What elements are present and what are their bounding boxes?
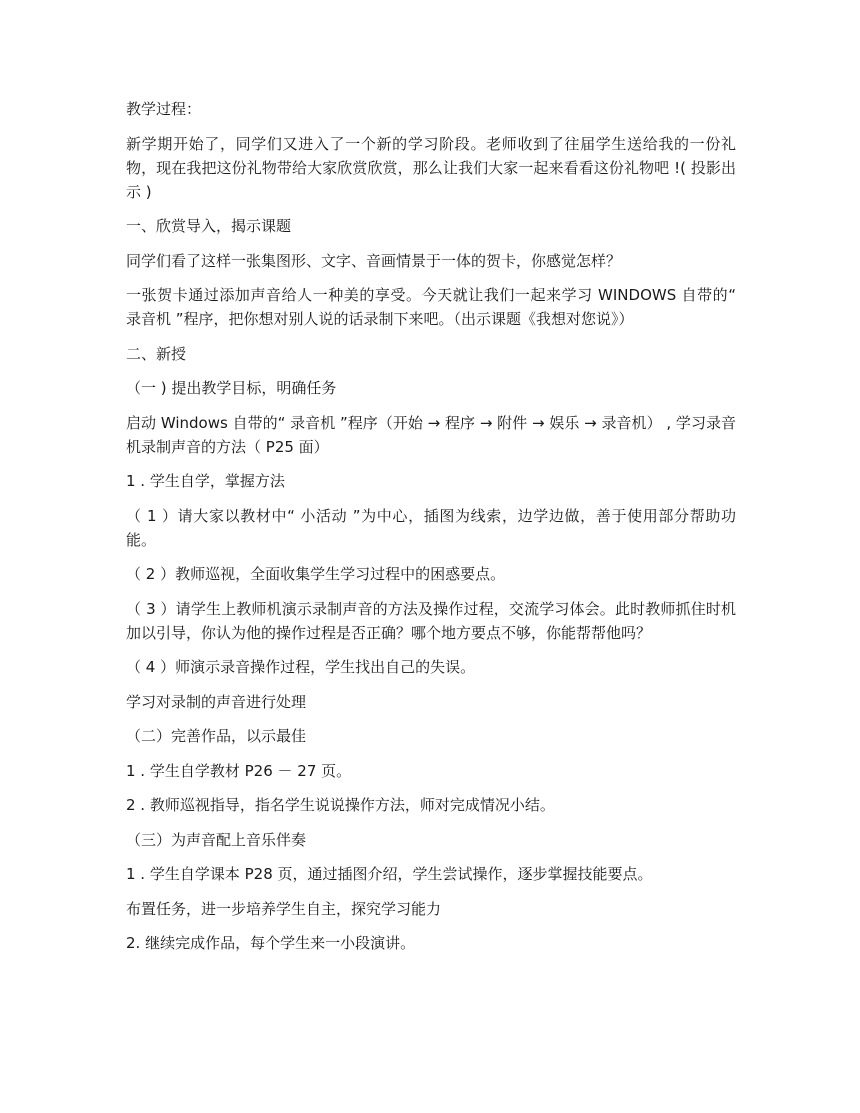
paragraph: 布置任务，进一步培养学生自主，探究学习能力 [126,899,442,918]
subsection-heading: （三）为声音配上音乐伴奏 [126,830,307,849]
subsection-heading: （二）完善作品，以示最佳 [126,727,307,745]
list-item: （ 4 ）师演示录音操作过程，学生找出自己的失误。 [126,658,476,676]
list-item: 1 . 学生自学教材 P26 － 27 页。 [126,761,352,780]
list-item: 1 . 学生自学课本 P28 页，通过插图介绍，学生尝试操作，逐步掌握技能要点。 [126,865,653,883]
paragraph: 同学们看了这样一张集图形、文字、音画情景于一体的贺卡，你感觉怎样？ [126,251,622,270]
heading-teaching-process: 教学过程： [126,100,202,118]
list-item: （ 3 ）请学生上教师机演示录制声音的方法及操作过程，交流学习体会。此时教师抓住时机加以引导，你认为他的操作过程是否正确？哪个地方要点不够，你能帮帮他吗？ [126,599,736,642]
list-item: （ 1 ）请大家以教材中“ 小活动 ”为中心，插图为线索，边学边做，善于使用部分帮助功能。 [126,506,736,549]
list-item: 2. 继续完成作品，每个学生来一小段演讲。 [126,934,416,952]
document-body [126,97,736,966]
list-item: （ 2 ）教师巡视，全面收集学生学习过程中的困惑要点。 [126,565,506,583]
paragraph: 学习对录制的声音进行处理 [126,692,307,711]
section-heading-1: 一、欣赏导入，揭示课题 [126,217,292,235]
list-item: 2 . 教师巡视指导，指名学生说说操作方法，师对完成情况小结。 [126,796,555,814]
paragraph: 启动 Windows 自带的“ 录音机 ”程序（开始 → 程序 → 附件 → 娱乐 → 录音机） , 学习录音机录制声音的方法（ P25 面） [126,413,736,456]
list-item: 1 . 学生自学，掌握方法 [126,472,285,490]
section-heading-2: 二、新授 [126,344,187,363]
subsection-heading: （一 ) 提出教学目标，明确任务 [126,379,337,397]
intro-paragraph: 新学期开始了，同学们又进入了一个新的学习阶段。老师收到了往届学生送给我的一份礼物，现在我把这份礼物带给大家欣赏欣赏，那么让我们大家一起来看看这份礼物吧 !( 投影出示 ) [126,134,736,201]
paragraph: 一张贺卡通过添加声音给人一种美的享受。今天就让我们一起来学习 WINDOWS 自带的“ 录音机 ”程序，把你想对别人说的话录制下来吧。（出示课题《我想对您说》） [126,286,736,328]
